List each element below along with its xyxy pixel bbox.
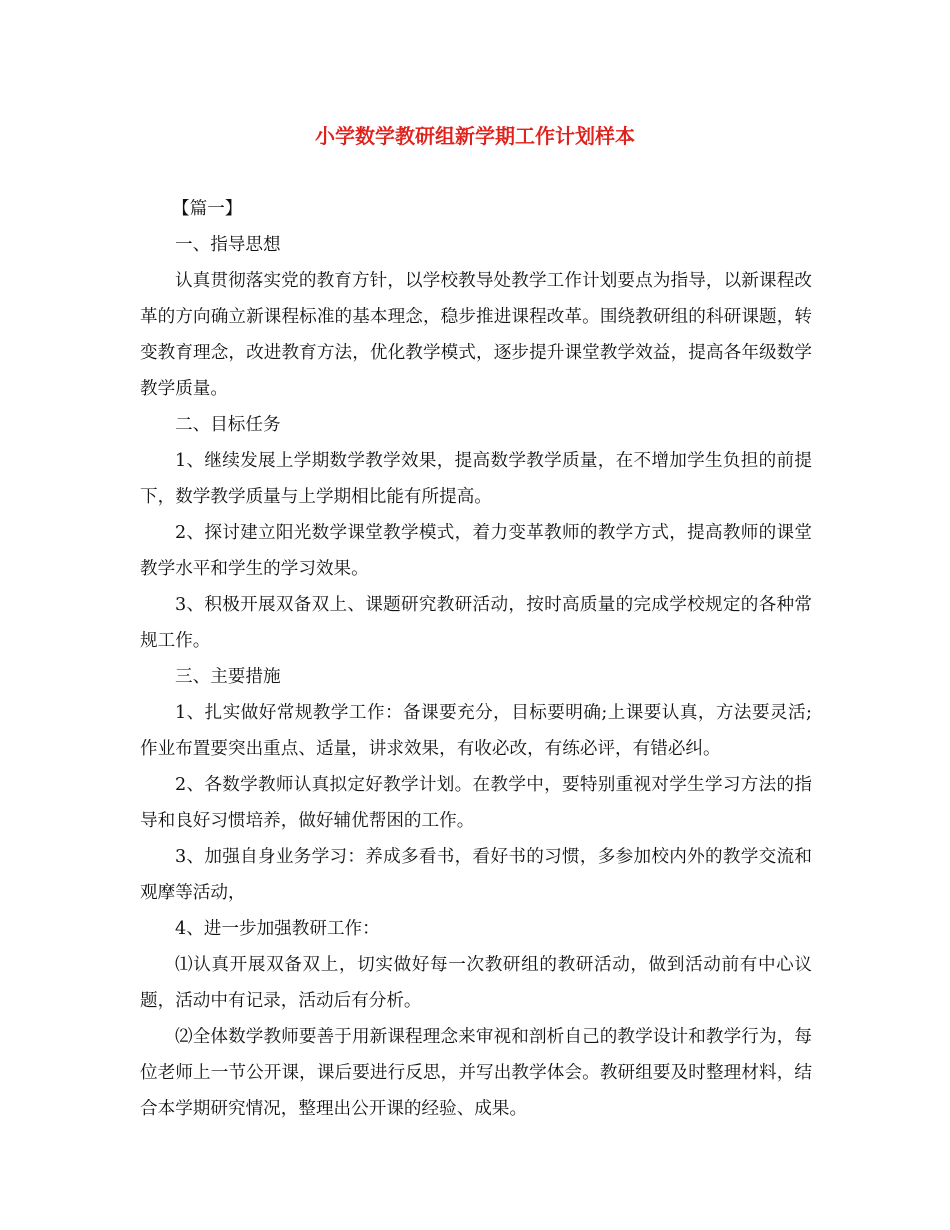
paragraph-goal-3: 3、积极开展双备双上、课题研究教研活动，按时高质量的完成学校规定的各种常规工作。 — [140, 595, 812, 651]
section-marker: 【篇一】 — [172, 199, 243, 219]
paragraph-measure-2: 2、各数学教师认真拟定好教学计划。在教学中，要特别重视对学生学习方法的指导和良好习惯培养，做好辅优帮困的工作。 — [140, 775, 812, 831]
paragraph-goal-1: 1、继续发展上学期数学教学效果，提高数学教学质量，在不增加学生负担的前提下，数学教学质量与上学期相比能有所提高。 — [140, 451, 812, 507]
heading-goals: 二、目标任务 — [175, 415, 281, 435]
paragraph-goal-2: 2、探讨建立阳光数学课堂教学模式，着力变革教师的教学方式，提高教师的课堂教学水平和学生的学习效果。 — [140, 523, 812, 579]
heading-guiding-ideology: 一、指导思想 — [175, 235, 281, 255]
paragraph-measure-4-item-1: ⑴认真开展双备双上，切实做好每一次教研组的教研活动，做到活动前有中心议题，活动中有记录，活动后有分析。 — [140, 955, 812, 1011]
paragraph-measure-4: 4、进一步加强教研工作： — [175, 919, 380, 939]
paragraph-guiding-ideology: 认真贯彻落实党的教育方针，以学校教导处教学工作计划要点为指导，以新课程改革的方向确立新课程标准的基本理念，稳步推进课程改革。围绕教研组的科研课题，转变教育理念，改进教育方法，优化教学模式，逐步提升课堂教学效益，提高各年级数学教学质量。 — [140, 271, 812, 399]
document-title: 小学数学教研组新学期工作计划样本 — [315, 124, 635, 148]
paragraph-measure-3: 3、加强自身业务学习：养成多看书，看好书的习惯，多参加校内外的教学交流和观摩等活动， — [140, 847, 812, 903]
heading-measures: 三、主要措施 — [175, 667, 281, 687]
document-body — [140, 191, 812, 1127]
paragraph-measure-4-item-2: ⑵全体数学教师要善于用新课程理念来审视和剖析自己的教学设计和教学行为，每位老师上一节公开课，课后要进行反思，并写出教学体会。教研组要及时整理材料，结合本学期研究情况，整理出公开课的经验、成果。 — [140, 1027, 812, 1119]
paragraph-measure-1: 1、扎实做好常规教学工作：备课要充分，目标要明确;上课要认真，方法要灵活;作业布置要突出重点、适量，讲求效果，有收必改，有练必评，有错必纠。 — [140, 703, 812, 759]
